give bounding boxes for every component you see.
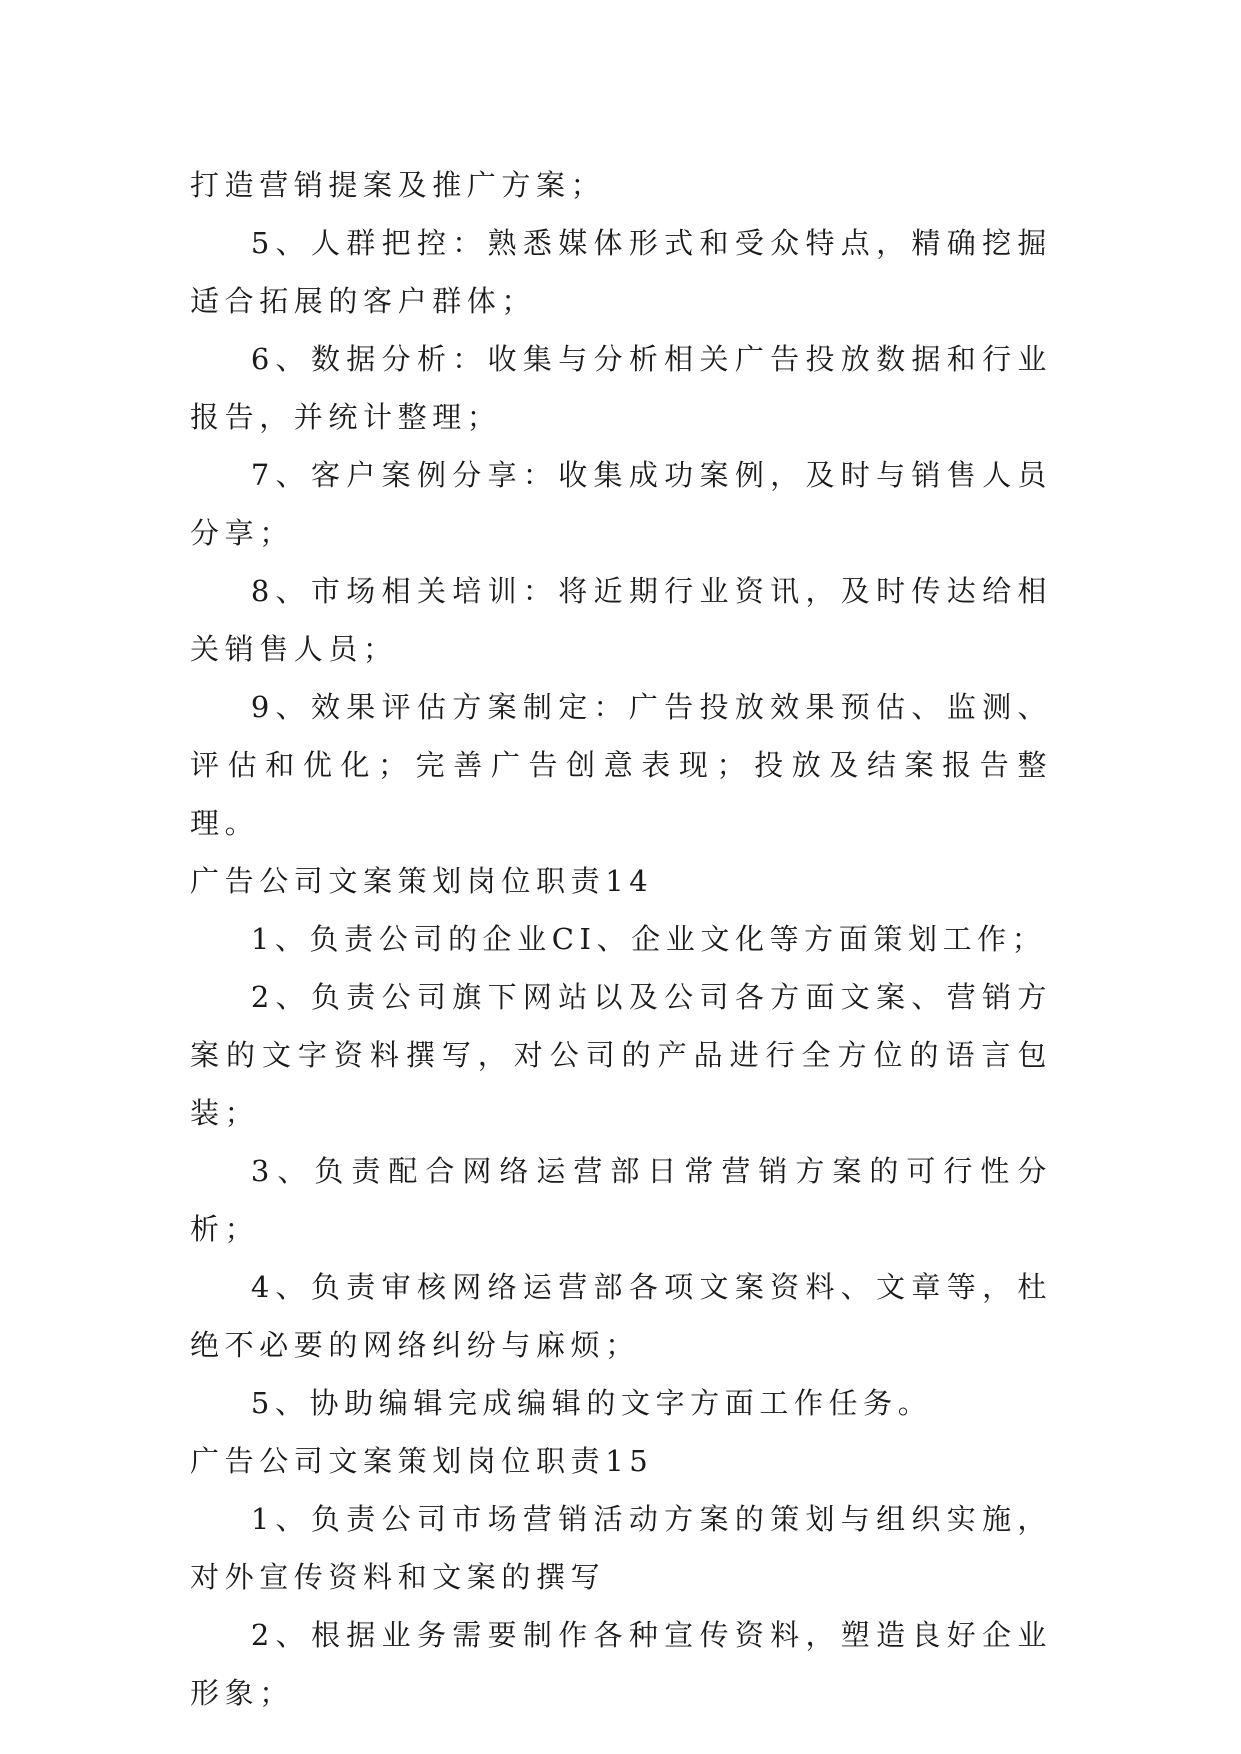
list-item-2-promo-materials: 2、根据业务需要制作各种宣传资料，塑造良好企业形象； bbox=[190, 1618, 1052, 1710]
list-item-7-case-sharing: 7、客户案例分享：收集成功案例，及时与销售人员分享； bbox=[190, 458, 1052, 550]
list-item-9-effect-evaluation: 9、效果评估方案制定：广告投放效果预估、监测、评估和优化；完善广告创意表现；投放及结案报告整理。 bbox=[190, 690, 1052, 840]
paragraph-continuation: 打造营销提案及推广方案； bbox=[190, 168, 606, 202]
list-item-1-ci-planning: 1、负责公司的企业CI、企业文化等方面策划工作； bbox=[250, 922, 1047, 956]
document-body bbox=[190, 156, 1052, 1722]
section-heading-15: 广告公司文案策划岗位职责15 bbox=[190, 1444, 654, 1478]
list-item-6-data-analysis: 6、数据分析：收集与分析相关广告投放数据和行业报告，并统计整理； bbox=[190, 342, 1052, 434]
section-heading-14: 广告公司文案策划岗位职责14 bbox=[190, 864, 654, 898]
list-item-8-market-training: 8、市场相关培训：将近期行业资讯，及时传达给相关销售人员； bbox=[190, 574, 1052, 666]
list-item-2-copywriting: 2、负责公司旗下网站以及公司各方面文案、营销方案的文字资料撰写，对公司的产品进行全方位的语言包装； bbox=[190, 980, 1052, 1130]
list-item-1-campaign-planning: 1、负责公司市场营销活动方案的策划与组织实施，对外宣传资料和文案的撰写 bbox=[190, 1502, 1052, 1594]
list-item-5-audience-control: 5、人群把控：熟悉媒体形式和受众特点，精确挖掘适合拓展的客户群体； bbox=[190, 226, 1052, 318]
list-item-4-review: 4、负责审核网络运营部各项文案资料、文章等，杜绝不必要的网络纠纷与麻烦； bbox=[190, 1270, 1052, 1362]
list-item-3-feasibility: 3、负责配合网络运营部日常营销方案的可行性分析； bbox=[190, 1154, 1052, 1246]
list-item-5-editing: 5、协助编辑完成编辑的文字方面工作任务。 bbox=[250, 1386, 933, 1420]
